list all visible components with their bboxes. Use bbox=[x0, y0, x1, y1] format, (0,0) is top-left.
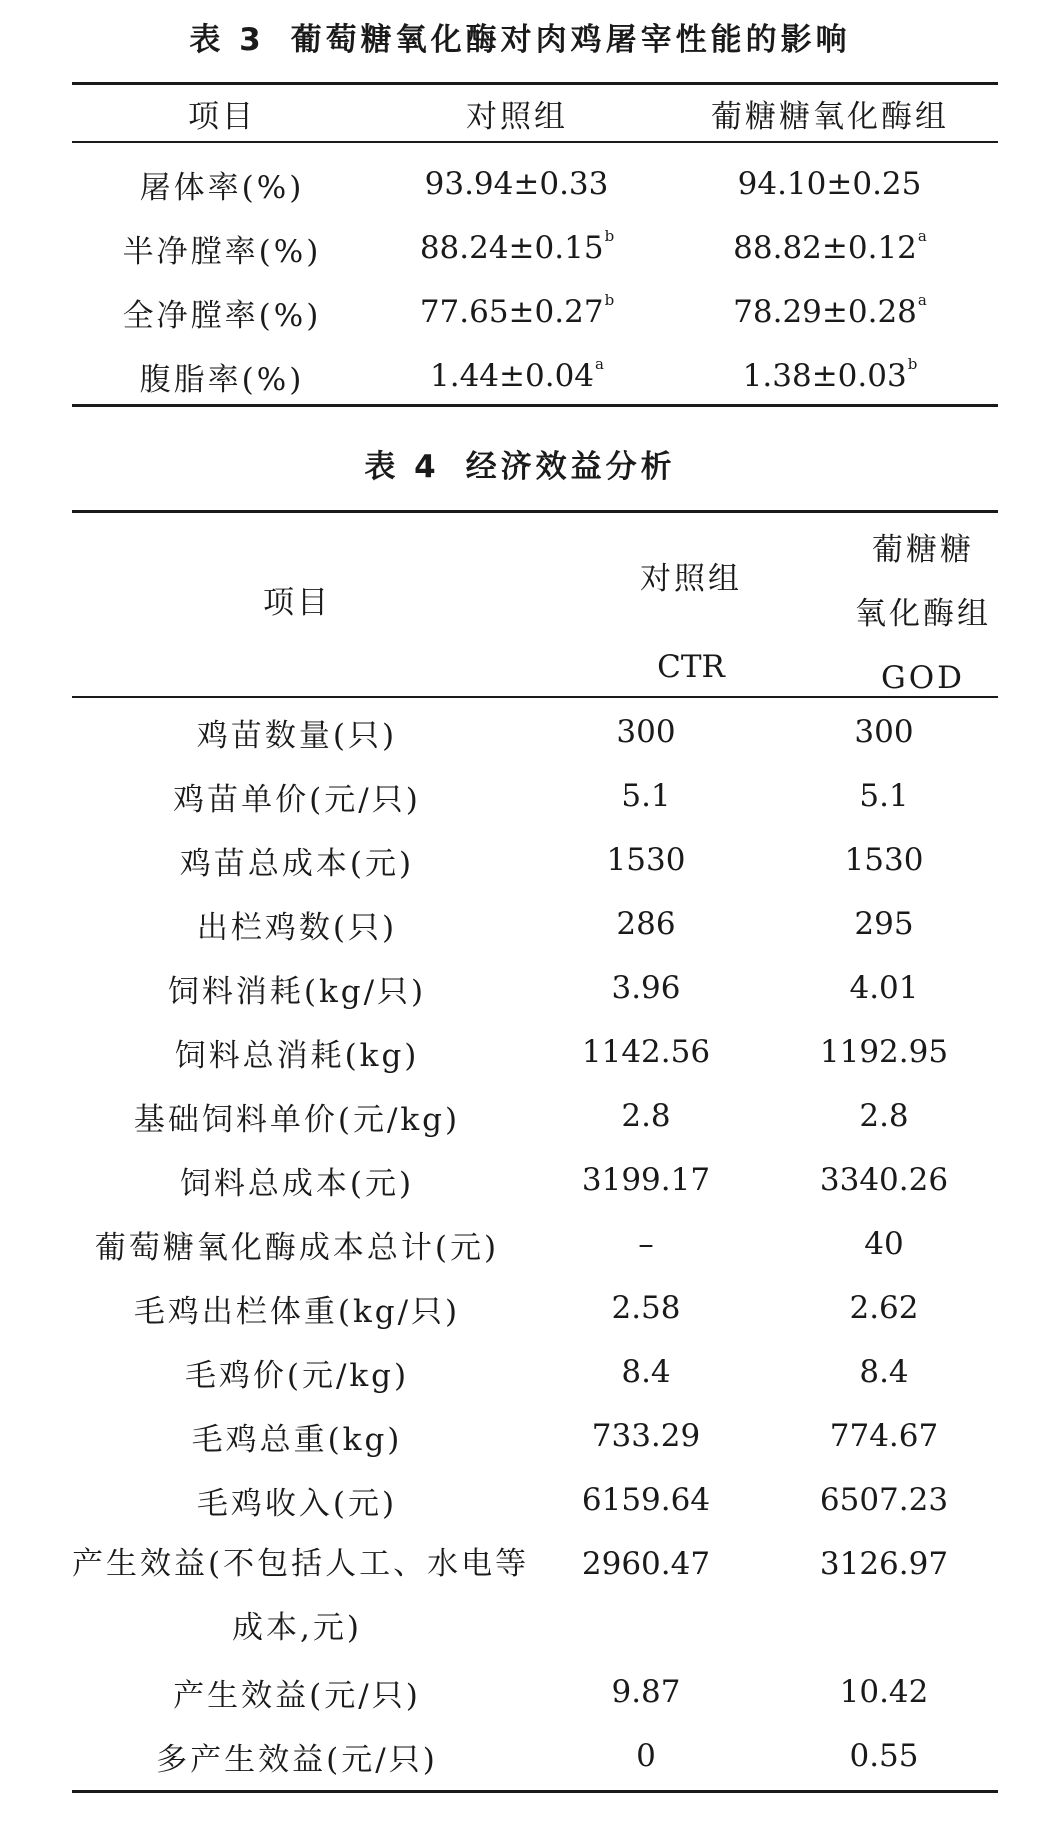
table3-header-rule bbox=[72, 141, 998, 143]
ctr-value: 2.8 bbox=[621, 1098, 671, 1134]
table4-top-rule bbox=[72, 510, 998, 513]
ctr-value: 3.96 bbox=[611, 970, 681, 1006]
row-label: 毛鸡总重(kg) bbox=[191, 1421, 403, 1458]
table4-body bbox=[72, 700, 998, 1788]
table-row bbox=[72, 1404, 998, 1468]
row-label: 腹脂率(%) bbox=[139, 361, 305, 398]
table-row bbox=[72, 700, 998, 764]
god-value: 40 bbox=[864, 1226, 904, 1262]
god-value: 94.10±0.25 bbox=[737, 166, 922, 202]
god-value: 1.38±0.03$^b$ bbox=[742, 355, 918, 394]
table-row bbox=[72, 956, 998, 1020]
profit-label-line2: 成本,元) bbox=[232, 1610, 362, 1646]
table3-caption-title: 葡萄糖氧化酶对肉鸡屠宰性能的影响 bbox=[290, 22, 851, 58]
table4-caption-number: 表 4 bbox=[364, 449, 440, 485]
table4-caption bbox=[0, 441, 1040, 486]
god-value: 88.82±0.12$^a$ bbox=[733, 227, 927, 266]
row-label: 毛鸡价(元/kg) bbox=[184, 1357, 410, 1394]
table4-header-item: 项目 bbox=[263, 585, 331, 621]
table4-header-ctr-code: CTR bbox=[657, 649, 725, 685]
ctr-value: 93.94±0.33 bbox=[424, 166, 609, 202]
ctr-header-name: 对照组 bbox=[640, 561, 742, 597]
table-row bbox=[72, 1148, 998, 1212]
table-row bbox=[72, 1724, 998, 1788]
row-label bbox=[72, 1532, 530, 1660]
ctr-value: 286 bbox=[616, 906, 676, 942]
table-row bbox=[72, 1660, 998, 1724]
god-value: 774.67 bbox=[829, 1418, 939, 1454]
god-value: 4.01 bbox=[849, 970, 919, 1006]
table4-header-ctr bbox=[582, 558, 800, 600]
row-label: 屠体率(%) bbox=[139, 169, 305, 206]
row-label: 饲料总成本(元) bbox=[179, 1165, 415, 1202]
row-label: 全净膛率(%) bbox=[122, 297, 322, 334]
table4-header-god bbox=[812, 518, 1034, 710]
ctr-value: 1142.56 bbox=[581, 1034, 711, 1070]
ctr-value: 1.44±0.04$^a$ bbox=[430, 355, 604, 394]
ctr-value: 6159.64 bbox=[581, 1482, 711, 1518]
table-row bbox=[72, 1020, 998, 1084]
table-row bbox=[72, 1340, 998, 1404]
table3-body bbox=[72, 152, 998, 408]
row-label: 鸡苗数量(只) bbox=[196, 717, 398, 754]
table3-header-ctr: 对照组 bbox=[466, 98, 568, 135]
table-row bbox=[72, 280, 998, 344]
row-label: 产生效益(元/只) bbox=[173, 1677, 421, 1714]
row-label: 基础饲料单价(元/kg) bbox=[133, 1101, 461, 1138]
ctr-value: 733.29 bbox=[591, 1418, 701, 1454]
row-label: 饲料总消耗(kg) bbox=[174, 1037, 420, 1074]
ctr-value: – bbox=[638, 1226, 654, 1262]
row-label: 毛鸡收入(元) bbox=[196, 1485, 398, 1522]
ctr-value: 0 bbox=[636, 1738, 656, 1774]
table-row bbox=[72, 1276, 998, 1340]
ctr-value: 1530 bbox=[606, 842, 686, 878]
table-row bbox=[72, 152, 998, 216]
god-value: 295 bbox=[854, 906, 914, 942]
row-label: 出栏鸡数(只) bbox=[196, 909, 398, 946]
god-value: 300 bbox=[854, 714, 914, 750]
table3-bottom-rule bbox=[72, 404, 998, 407]
ctr-value: 77.65±0.27$^b$ bbox=[419, 291, 615, 330]
table-row bbox=[72, 1084, 998, 1148]
god-value: 2.62 bbox=[849, 1290, 919, 1326]
ctr-value: 3199.17 bbox=[581, 1162, 711, 1198]
table4-caption-title: 经济效益分析 bbox=[465, 449, 676, 485]
table-row bbox=[72, 344, 998, 408]
god-value: 10.42 bbox=[839, 1674, 929, 1710]
row-label: 半净膛率(%) bbox=[122, 233, 322, 270]
table3-caption-number: 表 3 bbox=[189, 22, 265, 58]
row-label: 毛鸡出栏体重(kg/只) bbox=[133, 1293, 461, 1330]
god-header-line1: 葡糖糖 bbox=[872, 532, 974, 568]
table3-header-item: 项目 bbox=[188, 98, 256, 135]
ctr-value: 88.24±0.15$^b$ bbox=[419, 227, 615, 266]
row-label: 鸡苗总成本(元) bbox=[179, 845, 415, 882]
ctr-value: 5.1 bbox=[621, 778, 671, 814]
god-value: 3340.26 bbox=[819, 1162, 949, 1198]
table-row bbox=[72, 1212, 998, 1276]
table-row bbox=[72, 828, 998, 892]
god-value: 5.1 bbox=[859, 778, 909, 814]
table3-header bbox=[72, 85, 998, 141]
god-value: 0.55 bbox=[849, 1738, 919, 1774]
table-row bbox=[72, 216, 998, 280]
table4-bottom-rule bbox=[72, 1790, 998, 1793]
table-row bbox=[72, 1468, 998, 1532]
ctr-value: 2.58 bbox=[611, 1290, 681, 1326]
god-value: 6507.23 bbox=[819, 1482, 949, 1518]
ctr-value: 8.4 bbox=[621, 1354, 671, 1390]
ctr-value: 9.87 bbox=[611, 1674, 681, 1710]
god-header-code: GOD bbox=[880, 660, 966, 696]
row-label: 饲料消耗(kg/只) bbox=[167, 973, 427, 1010]
table4-header-rule bbox=[72, 696, 998, 698]
table-row bbox=[72, 1532, 998, 1660]
profit-label-line1: 产生效益(不包括人工、水电等 bbox=[72, 1546, 530, 1582]
table3-caption bbox=[0, 14, 1040, 59]
row-label: 多产生效益(元/只) bbox=[156, 1741, 438, 1778]
ctr-value: 2960.47 bbox=[581, 1546, 711, 1582]
god-value: 2.8 bbox=[859, 1098, 909, 1134]
row-label: 葡萄糖氧化酶成本总计(元) bbox=[94, 1229, 500, 1266]
god-header-line2: 氧化酶组 bbox=[855, 596, 991, 632]
table-row bbox=[72, 892, 998, 956]
row-label: 鸡苗单价(元/只) bbox=[173, 781, 421, 818]
god-value: 78.29±0.28$^a$ bbox=[733, 291, 927, 330]
table-row bbox=[72, 764, 998, 828]
god-value: 8.4 bbox=[859, 1354, 909, 1390]
god-value: 1530 bbox=[844, 842, 924, 878]
table3-header-god: 葡糖糖氧化酶组 bbox=[711, 98, 949, 135]
god-value: 1192.95 bbox=[819, 1034, 949, 1070]
ctr-value: 300 bbox=[616, 714, 676, 750]
god-value: 3126.97 bbox=[819, 1546, 949, 1582]
